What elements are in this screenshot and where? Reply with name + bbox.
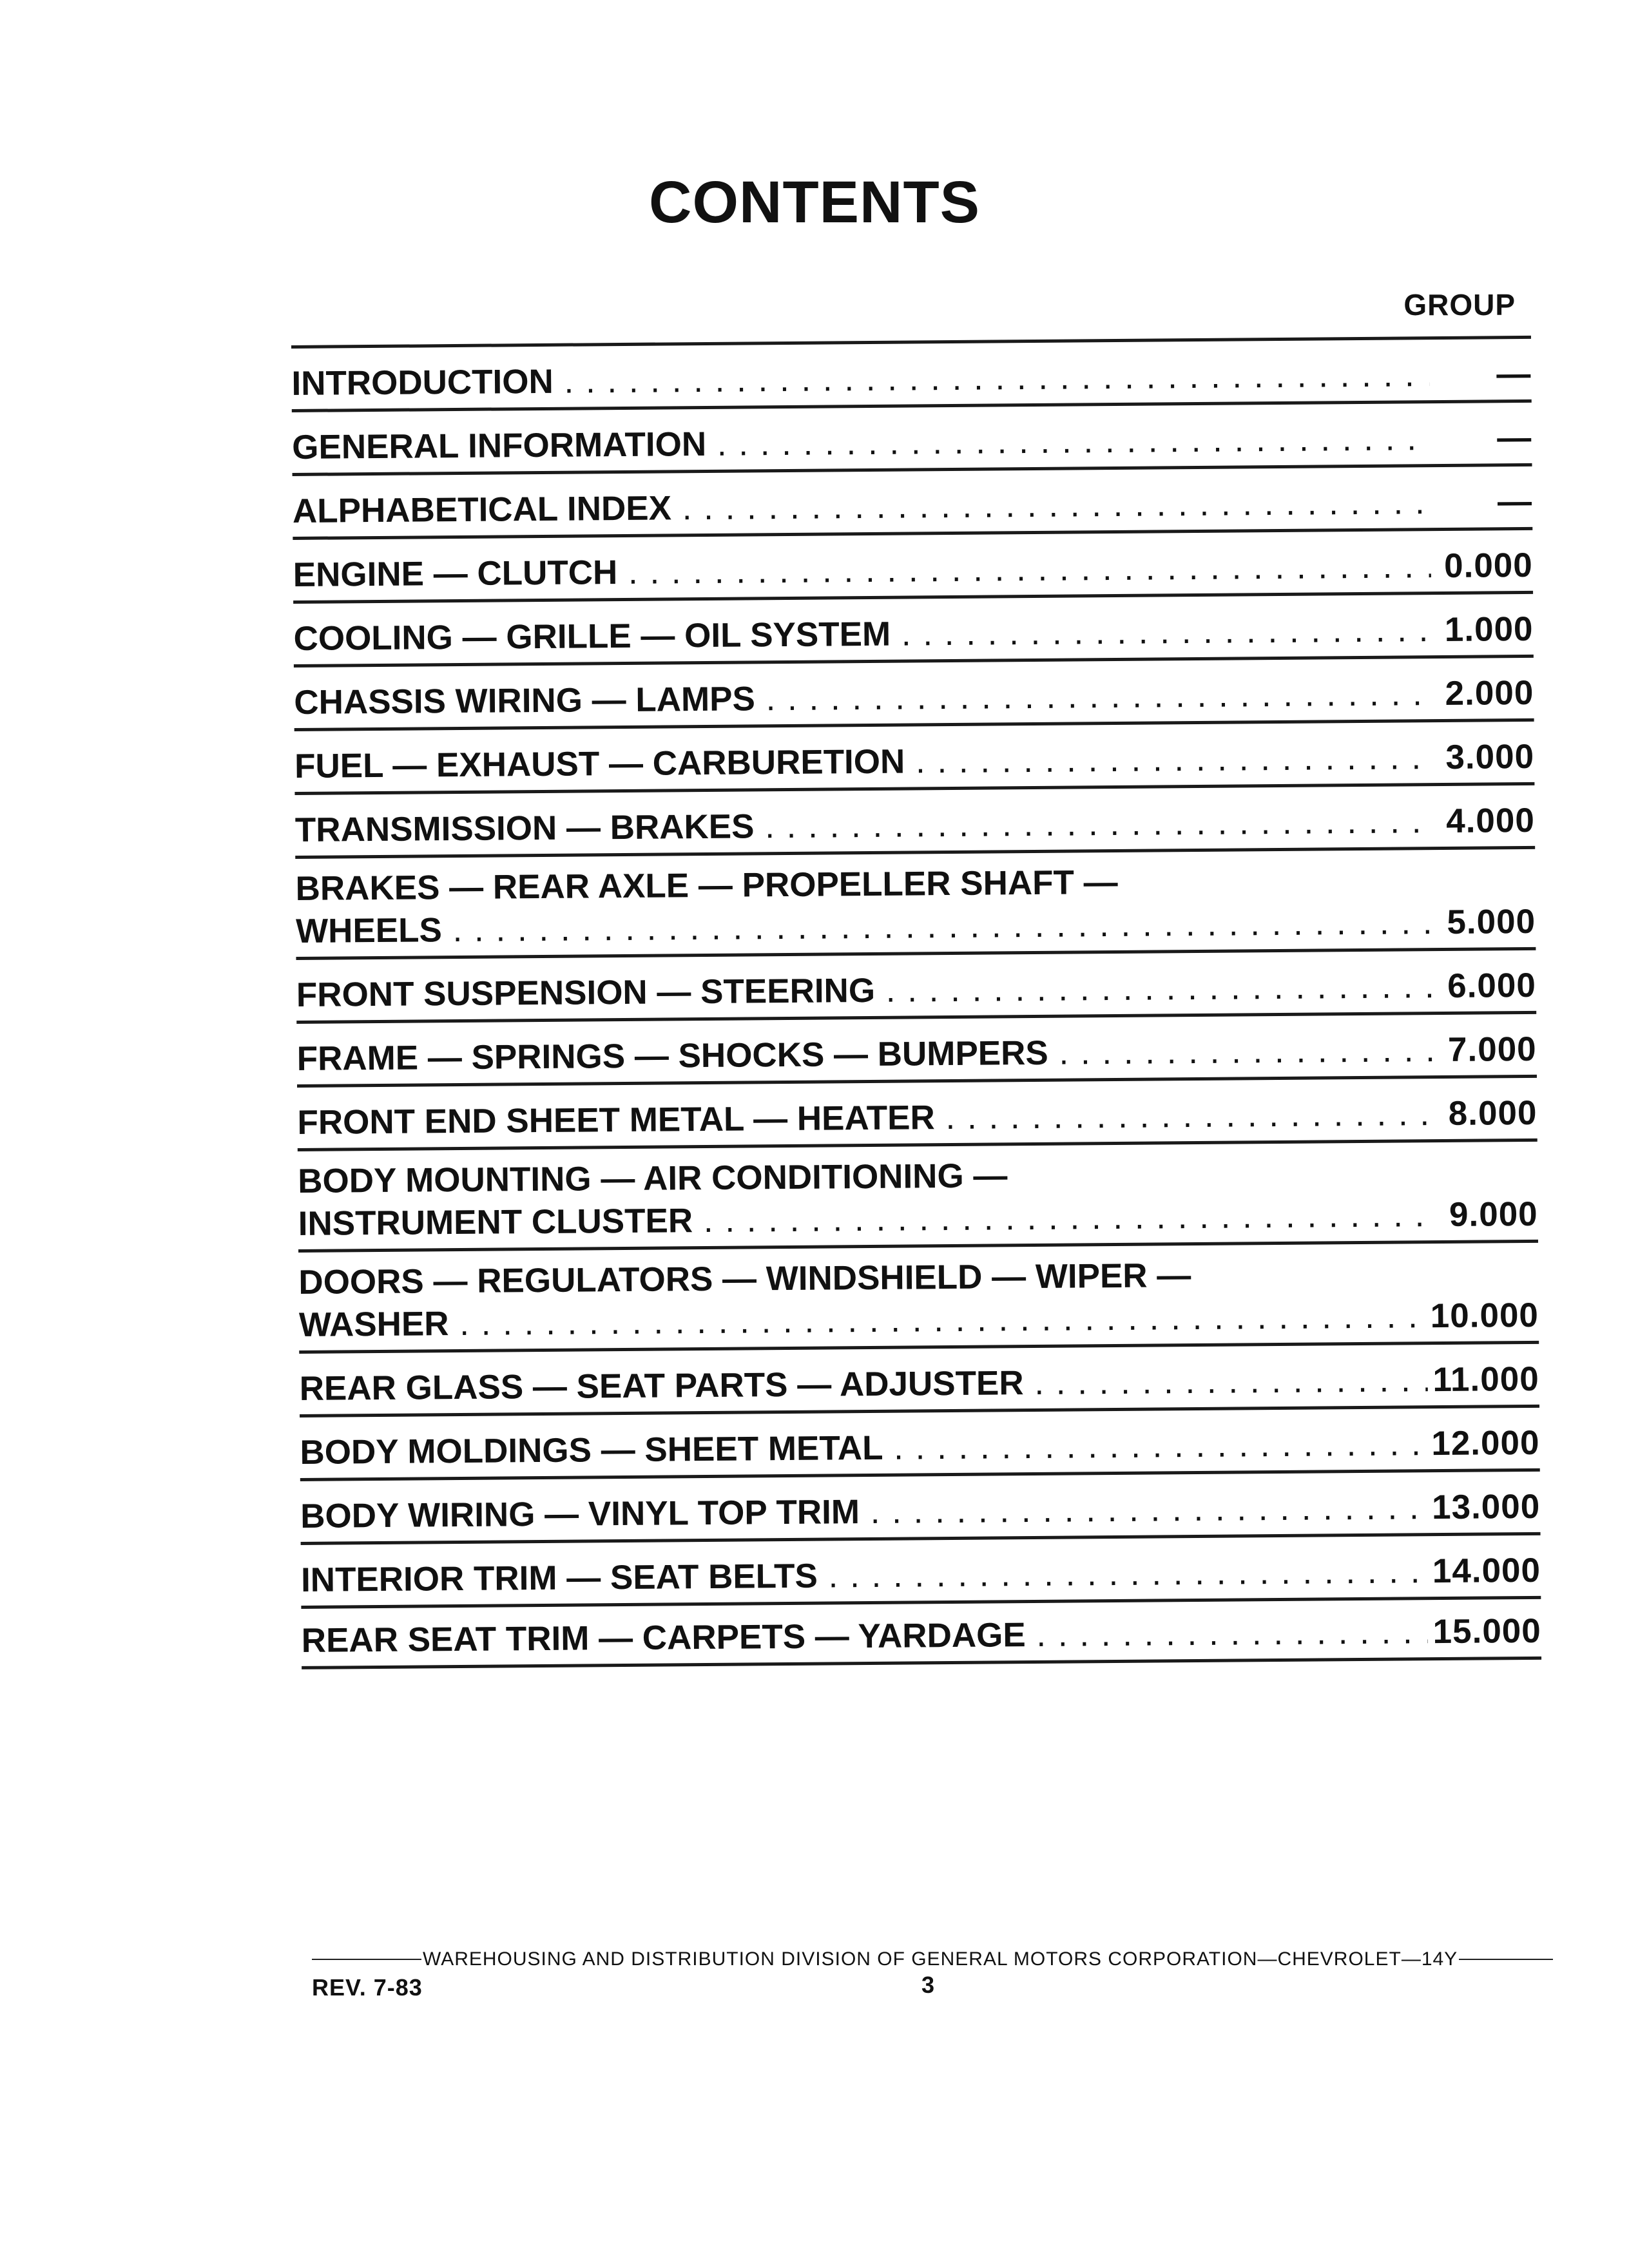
- toc-entry: [296, 1011, 1537, 1084]
- toc-entry-title-line: FUEL — EXHAUST — CARBURETION . . .: [294, 736, 1432, 785]
- footer-rule-left: [312, 1959, 421, 1960]
- toc-entry-title: [298, 1253, 1425, 1347]
- toc-entry-title-line: GENERAL INFORMATION . . .: [292, 418, 1430, 466]
- toc-entry-title-line: BODY WIRING — VINYL TOP TRIM . . .: [300, 1486, 1427, 1535]
- toc-entry-group-number: 10.000: [1430, 1296, 1539, 1336]
- toc-entry-group-number: 6.000: [1447, 966, 1537, 1005]
- toc-entry-group-number: 5.000: [1447, 902, 1536, 941]
- footer-publisher-text: WAREHOUSING AND DISTRIBUTION DIVISION OF GENERAL MOTORS CORPORATION—CHEVROLET—14Y: [423, 1948, 1458, 1970]
- toc-entry-title: [297, 1093, 1435, 1144]
- toc-entry-title-line: ALPHABETICAL INDEX . . .: [293, 481, 1431, 530]
- table-of-contents: [291, 336, 1541, 1669]
- toc-entry-title: [296, 1029, 1434, 1081]
- toc-entry-group-number: 7.000: [1447, 1030, 1537, 1069]
- toc-entry-title-line: WASHER . . .: [299, 1284, 1425, 1344]
- toc-entry-title: [293, 609, 1431, 660]
- toc-entry-title: [294, 736, 1432, 788]
- toc-entry-title: [292, 418, 1430, 469]
- toc-entry-group-number: 15.000: [1432, 1611, 1541, 1651]
- toc-entry: [292, 399, 1532, 473]
- toc-entry-group-number: —: [1496, 354, 1532, 394]
- toc-entry-group-number: 13.000: [1431, 1487, 1541, 1527]
- toc-entry-title-line: ENGINE — CLUTCH . . .: [293, 545, 1431, 594]
- toc-entry-title-line: INTERIOR TRIM — SEAT BELTS . . .: [301, 1550, 1427, 1599]
- toc-entry-title-line: WHEELS . . .: [296, 890, 1434, 950]
- toc-entry: [294, 655, 1534, 728]
- toc-entry-title: [291, 354, 1429, 405]
- toc-entry: [297, 1075, 1537, 1148]
- toc-entry-title: [300, 1486, 1427, 1538]
- toc-entry-group-number: 2.000: [1445, 673, 1534, 713]
- page-number: 3: [921, 1972, 935, 1998]
- toc-entry: [293, 463, 1533, 537]
- toc-entry: [299, 1341, 1539, 1414]
- toc-entry: [295, 846, 1536, 957]
- toc-entry-group-number: 4.000: [1445, 801, 1536, 840]
- toc-entry-title: [293, 545, 1431, 597]
- toc-entry-group-number: 3.000: [1445, 737, 1535, 776]
- toc-entry: [293, 527, 1533, 601]
- toc-entry-group-number: 0.000: [1443, 546, 1533, 585]
- toc-entry-group-number: —: [1496, 418, 1532, 457]
- toc-entry-group-number: —: [1497, 482, 1533, 521]
- toc-entry-title: [302, 1611, 1428, 1662]
- toc-entry-title-line: BODY MOUNTING — AIR CONDITIONING —: [297, 1157, 1008, 1200]
- toc-entry-group-number: 1.000: [1444, 610, 1534, 649]
- toc-entry-title-line: BRAKES — REAR AXLE — PROPELLER SHAFT —: [295, 863, 1118, 908]
- toc-entry: [300, 1405, 1540, 1478]
- toc-entry: [298, 1139, 1538, 1249]
- toc-entry-title-line: FRONT END SHEET METAL — HEATER . . .: [297, 1093, 1435, 1142]
- toc-entry-title-line: FRONT SUSPENSION — STEERING . . .: [296, 965, 1434, 1014]
- toc-entry-group-number: 9.000: [1449, 1195, 1538, 1234]
- toc-entry: [296, 947, 1536, 1021]
- page-title: CONTENTS: [649, 169, 980, 235]
- toc-entry-title-line: INTRODUCTION . . .: [291, 354, 1429, 403]
- toc-entry-group-number: 11.000: [1432, 1360, 1539, 1399]
- toc-entry-title-line: TRANSMISSION — BRAKES . . .: [295, 800, 1433, 849]
- toc-entry-title-line: FRAME — SPRINGS — SHOCKS — BUMPERS . . .: [296, 1029, 1434, 1078]
- toc-entry-title: [293, 481, 1431, 533]
- toc-entry-title-line: DOORS — REGULATORS — WINDSHIELD — WIPER —: [298, 1256, 1191, 1302]
- toc-entry-title-line: BODY MOLDINGS — SHEET METAL . . .: [300, 1423, 1426, 1472]
- toc-entry: [301, 1532, 1541, 1606]
- toc-entry-title-line: REAR GLASS — SEAT PARTS — ADJUSTER . . .: [299, 1359, 1427, 1408]
- toc-entry-title-line: CHASSIS WIRING — LAMPS . . .: [294, 673, 1432, 722]
- toc-entry-title-line: REAR SEAT TRIM — CARPETS — YARDAGE . . .: [302, 1611, 1428, 1660]
- toc-entry-group-number: 14.000: [1432, 1551, 1541, 1591]
- toc-entry-title: [300, 1423, 1426, 1474]
- toc-entry-title: [301, 1550, 1427, 1602]
- toc-entry: [298, 1240, 1539, 1350]
- toc-entry: [301, 1596, 1541, 1669]
- toc-entry-title: [294, 673, 1432, 724]
- toc-entry: [294, 782, 1535, 856]
- footer-publisher-line: [312, 1948, 1553, 1970]
- footer-rule-right: [1459, 1959, 1553, 1960]
- toc-entry-title: [296, 965, 1434, 1017]
- toc-entry-title-line: INSTRUMENT CLUSTER . . .: [298, 1181, 1436, 1243]
- revision-label: REV. 7-83: [312, 1974, 423, 2001]
- toc-entry-title: [299, 1359, 1427, 1410]
- group-column-header: GROUP: [1403, 288, 1516, 322]
- toc-entry-title: [295, 800, 1433, 852]
- toc-entry-title: [295, 859, 1434, 953]
- toc-entry-group-number: 12.000: [1431, 1423, 1540, 1463]
- toc-entry-title-line: COOLING — GRILLE — OIL SYSTEM . . .: [293, 609, 1431, 658]
- toc-entry: [291, 336, 1532, 409]
- toc-entry-group-number: 8.000: [1448, 1093, 1537, 1133]
- toc-entry: [293, 591, 1534, 664]
- toc-entry: [300, 1468, 1541, 1542]
- toc-entry-title: [298, 1151, 1436, 1245]
- toc-entry: [294, 718, 1535, 792]
